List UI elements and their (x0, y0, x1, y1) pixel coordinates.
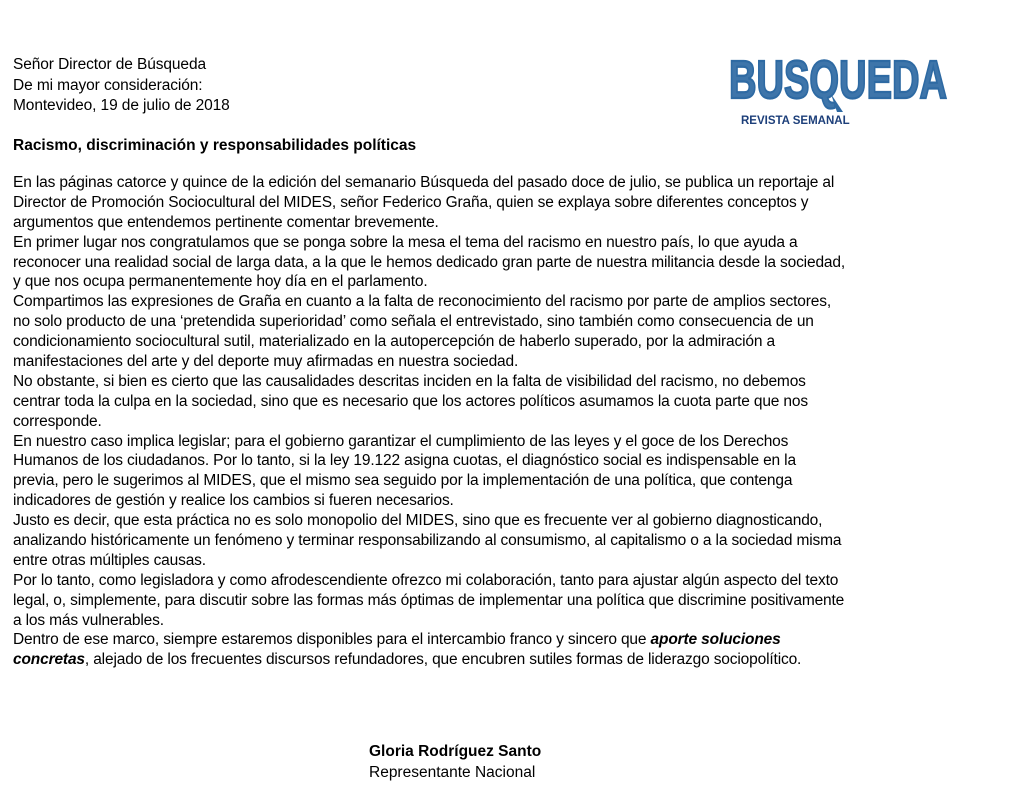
logo-wordmark: BUSQUEDA (729, 50, 947, 110)
logo-wordmark-fill: BUSQUEDA (729, 50, 947, 110)
addressee-line: Señor Director de Búsqueda (13, 56, 206, 73)
body-line (13, 650, 1013, 670)
body-line: En las páginas catorce y quince de la edición del semanario Búsqueda del pasado doce de julio, se publica un reportaje al (13, 174, 835, 191)
body-line: entre otras múltiples causas. (13, 551, 206, 569)
body-line: En nuestro caso implica legislar; para el gobierno garantizar el cumplimiento de las leyes y el goce de los Derechos (13, 432, 789, 450)
logo-tagline: REVISTA SEMANAL (741, 115, 850, 127)
body-line: Humanos de los ciudadanos. Por lo tanto, si la ley 19.122 asigna cuotas, el diagnóstico social es indispensable en la (13, 452, 796, 470)
busqueda-logo (727, 48, 957, 130)
body-line: corresponde. (13, 412, 102, 430)
salutation-line: De mi mayor consideración: (13, 76, 203, 94)
signatory-name: Gloria Rodríguez Santo (369, 743, 542, 760)
body-line: no solo producto de una ‘pretendida superioridad’ como señala el entrevistado, sino también como consecuencia de un (13, 313, 814, 331)
body-line: a los más vulnerables. (13, 611, 164, 629)
busqueda-logo-graphic (727, 48, 957, 130)
body-line: No obstante, si bien es cierto que las causalidades descritas inciden en la falta de visibilidad del racismo, no debemos (13, 372, 806, 390)
body-line: En primer lugar nos congratulamos que se ponga sobre la mesa el tema del racismo en nuestro país, lo que ayuda a (13, 233, 798, 251)
body-line: reconocer una realidad social de larga data, a la que le hemos dedicado gran parte de nuestra militancia desde la sociedad, (13, 253, 846, 271)
body-line: indicadores de gestión y realice los cambios si fueren necesarios. (13, 492, 454, 510)
body-text-run: Dentro de ese marco, siempre estaremos disponibles para el intercambio franco y sincero que (13, 631, 651, 649)
letter-body (13, 173, 1013, 670)
signatory-role: Representante Nacional (369, 764, 536, 781)
letter-title: Racismo, discriminación y responsabilidades políticas (13, 137, 417, 154)
date-line: Montevideo, 19 de julio de 2018 (13, 97, 230, 114)
emphasis-text: aporte soluciones (650, 631, 781, 649)
body-line: y que nos ocupa permanentemente hoy día en el parlamento. (13, 273, 428, 291)
body-line: analizando históricamente un fenómeno y terminar responsabilizando al consumismo, al capitalismo o a la sociedad misma (13, 532, 842, 550)
emphasis-text: concretas (13, 651, 85, 669)
body-line (13, 630, 1013, 650)
body-line: condicionamiento sociocultural sutil, materializado en la autopercepción de haberlo superado, por la admiración a (13, 333, 775, 351)
letter-header (13, 55, 230, 117)
body-text-run: , alejado de los frecuentes discursos refundadores, que encubren sutiles formas de liderazgo sociopolítico. (84, 651, 802, 669)
body-line: Compartimos las expresiones de Graña en cuanto a la falta de reconocimiento del racismo por parte de amplios sectores, (13, 293, 832, 311)
body-line: Director de Promoción Sociocultural del MIDES, señor Federico Graña, quien se explaya sobre diferentes conceptos y (13, 193, 809, 211)
body-line: argumentos que entendemos pertinente comentar brevemente. (13, 213, 439, 231)
body-line: legal, o, simplemente, para discutir sobre las formas más óptimas de implementar una política que discrimine positivamente (13, 591, 845, 609)
body-line: Justo es decir, que esta práctica no es solo monopolio del MIDES, sino que es frecuente ver al gobierno diagnosticando, (13, 512, 823, 530)
body-line: previa, pero le sugerimos al MIDES, que el mismo sea seguido por la implementación de una política, que contenga (13, 472, 793, 490)
body-line: Por lo tanto, como legisladora y como afrodescendiente ofrezco mi colaboración, tanto para ajustar algún aspecto del texto (13, 571, 839, 589)
signature-block (369, 741, 541, 783)
body-line: manifestaciones del arte y del deporte muy afirmadas en nuestra sociedad. (13, 353, 519, 371)
body-line: centrar toda la culpa en la sociedad, sino que es necesario que los actores políticos asumamos la cuota parte que nos (13, 392, 808, 410)
